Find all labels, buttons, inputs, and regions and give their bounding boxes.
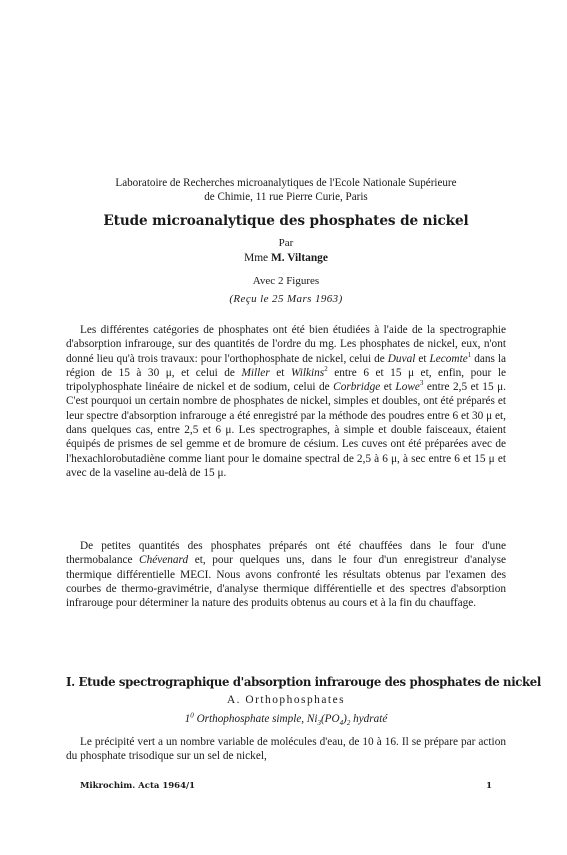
received-date: (Reçu le 25 Mars 1963) bbox=[229, 293, 343, 305]
reference-3: 3 bbox=[419, 379, 424, 388]
figure-count: Avec 2 Figures bbox=[252, 275, 320, 287]
author bbox=[66, 251, 506, 266]
page-footer bbox=[80, 781, 492, 792]
author-ref-miller: Miller bbox=[241, 366, 270, 379]
author-ref-corbridge: Corbridge bbox=[333, 381, 381, 394]
affiliation-line-2: de Chimie, 11 rue Pierre Curie, Paris bbox=[204, 190, 368, 203]
author-ref-lecomte: Lecomte bbox=[429, 352, 468, 365]
subsubsection-heading: $1^0$ Orthophosphate simple, $Ni_3(PO_4)_2$ hydraté bbox=[184, 711, 388, 728]
subsection-heading: A. Orthophosphates bbox=[226, 694, 346, 706]
paragraph-thermal: De petites quantités des phosphates préparés ont été chauffées dans le four d'une thermobalance Chévenard et, pour quelques uns, dans le four d'un enregistreur d'analyse thermique différentielle MECI. Nous avons confronté les résultats obtenus par l'examen des courbes de thermo-gravimétrie, d'analyse thermique différentielle et des spectres d'absorption infrarouge pour déterminer la nature des produits obtenus au cours et à la fin du chauffage. bbox=[66, 540, 506, 610]
page-number: 1 bbox=[486, 781, 492, 791]
instrument-chevenard: Chévenard bbox=[139, 554, 189, 567]
author-ref-wilkins: Wilkins bbox=[290, 366, 325, 379]
by-line: Par bbox=[278, 237, 294, 249]
paragraph-intro: Les différentes catégories de phosphates ont été bien étudiées à l'aide de la spectrographie d'absorption infrarouge, sur des quantités de l'ordre du mg. Les phosphates de nickel, eux, n'ont donné lieu qu'à trois travaux: pour l'orthophosphate de nickel, celui de Duval et Lecomte$^1$ dans la région de 15 à 30 μ, et celui de Miller et Wilkins$^2$ entre 6 et 15 μ et, enfin, pour le tripolyphosphate linéaire de nickel et de sodium, celui de Corbridge et Lowe$^3$ entre 2,5 et 15 μ. C'est pourquoi un certain nombre de phosphates de nickel, simples et doubles, ont été préparés et leur spectre d'absorption infrarouge a été enregistré par la méthode des poudres entre 6 et 30 μ et, dans quelques cas, entre 2,5 et 6 μ. Les spectrographes, à simple et double faisceaux, étaient équipés de prismes de sel gemme et de bromure de césium. Les cuves ont été préparées avec de l'hexachlorobutadiène comme liant pour le domaine spectral de 2,5 à 6 μ, à sec entre 6 et 15 μ et avec de la vaseline au-delà de 15 μ. bbox=[66, 324, 507, 479]
section-heading: I. Etude spectrographique d'absorption infrarouge des phosphates de nickel bbox=[66, 675, 541, 689]
paper-title: Etude microanalytique des phosphates de nickel bbox=[103, 213, 469, 229]
affiliation bbox=[66, 177, 506, 204]
reference-1: 1 bbox=[467, 350, 472, 359]
author-ref-duval: Duval bbox=[387, 352, 416, 365]
author-ref-lowe: Lowe bbox=[395, 381, 420, 394]
reference-2: 2 bbox=[324, 365, 328, 374]
author-name: M. Viltange bbox=[270, 252, 328, 264]
paragraph-precipitate: Le précipité vert a un nombre variable de molécules d'eau, de 10 à 16. Il se prépare par action du phosphate trisodique sur un sel de nickel, bbox=[66, 736, 506, 763]
journal-citation: Mikrochim. Acta 1964/1 bbox=[80, 781, 196, 791]
author-prefix: Mme bbox=[244, 252, 269, 264]
affiliation-line-1: Laboratoire de Recherches microanalytiques de l'Ecole Nationale Supérieure bbox=[115, 177, 457, 189]
